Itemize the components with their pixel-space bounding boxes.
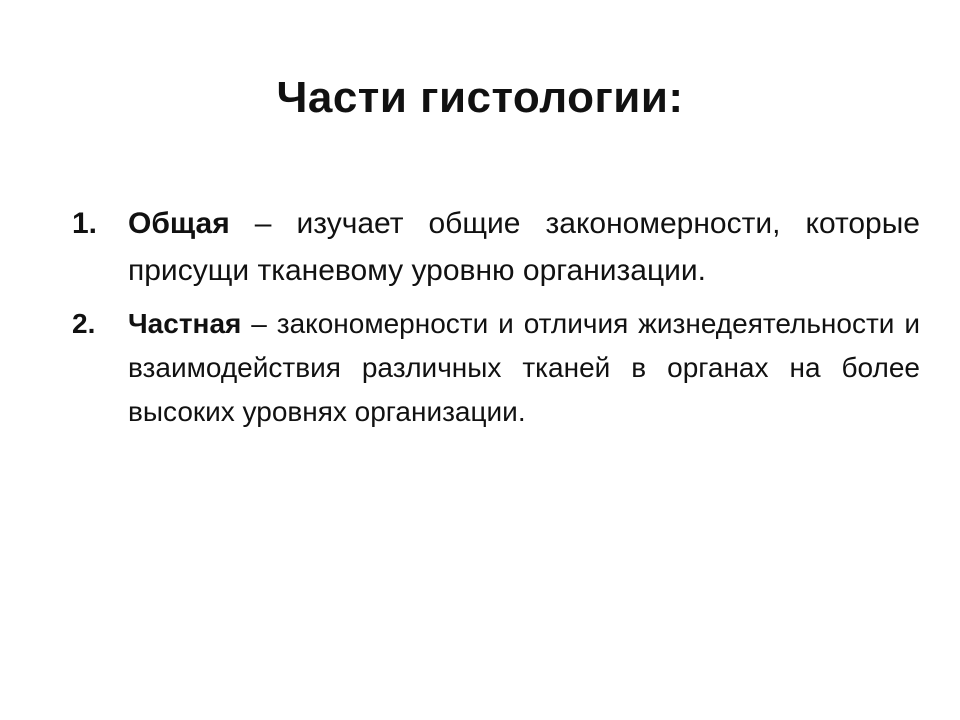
- list-item: [72, 302, 920, 434]
- list-item-text: [128, 200, 920, 294]
- list-item-term: Частная: [128, 308, 242, 339]
- list-item-term: Общая: [128, 207, 230, 240]
- list-item-description: – закономерности и отличия жизнедеятельности и взаимодействия различных тканей в органах на более высоких уровнях организации.: [128, 308, 920, 427]
- list-item-description: – изучает общие закономерности, которые присущи тканевому уровню организации.: [128, 207, 920, 287]
- numbered-list: [72, 200, 920, 434]
- list-item: [72, 200, 920, 294]
- list-item-number: 2.: [72, 308, 96, 339]
- slide-title: Части гистологии:: [276, 73, 684, 122]
- list-item-text: [128, 302, 920, 434]
- list-item-number: 1.: [72, 207, 98, 240]
